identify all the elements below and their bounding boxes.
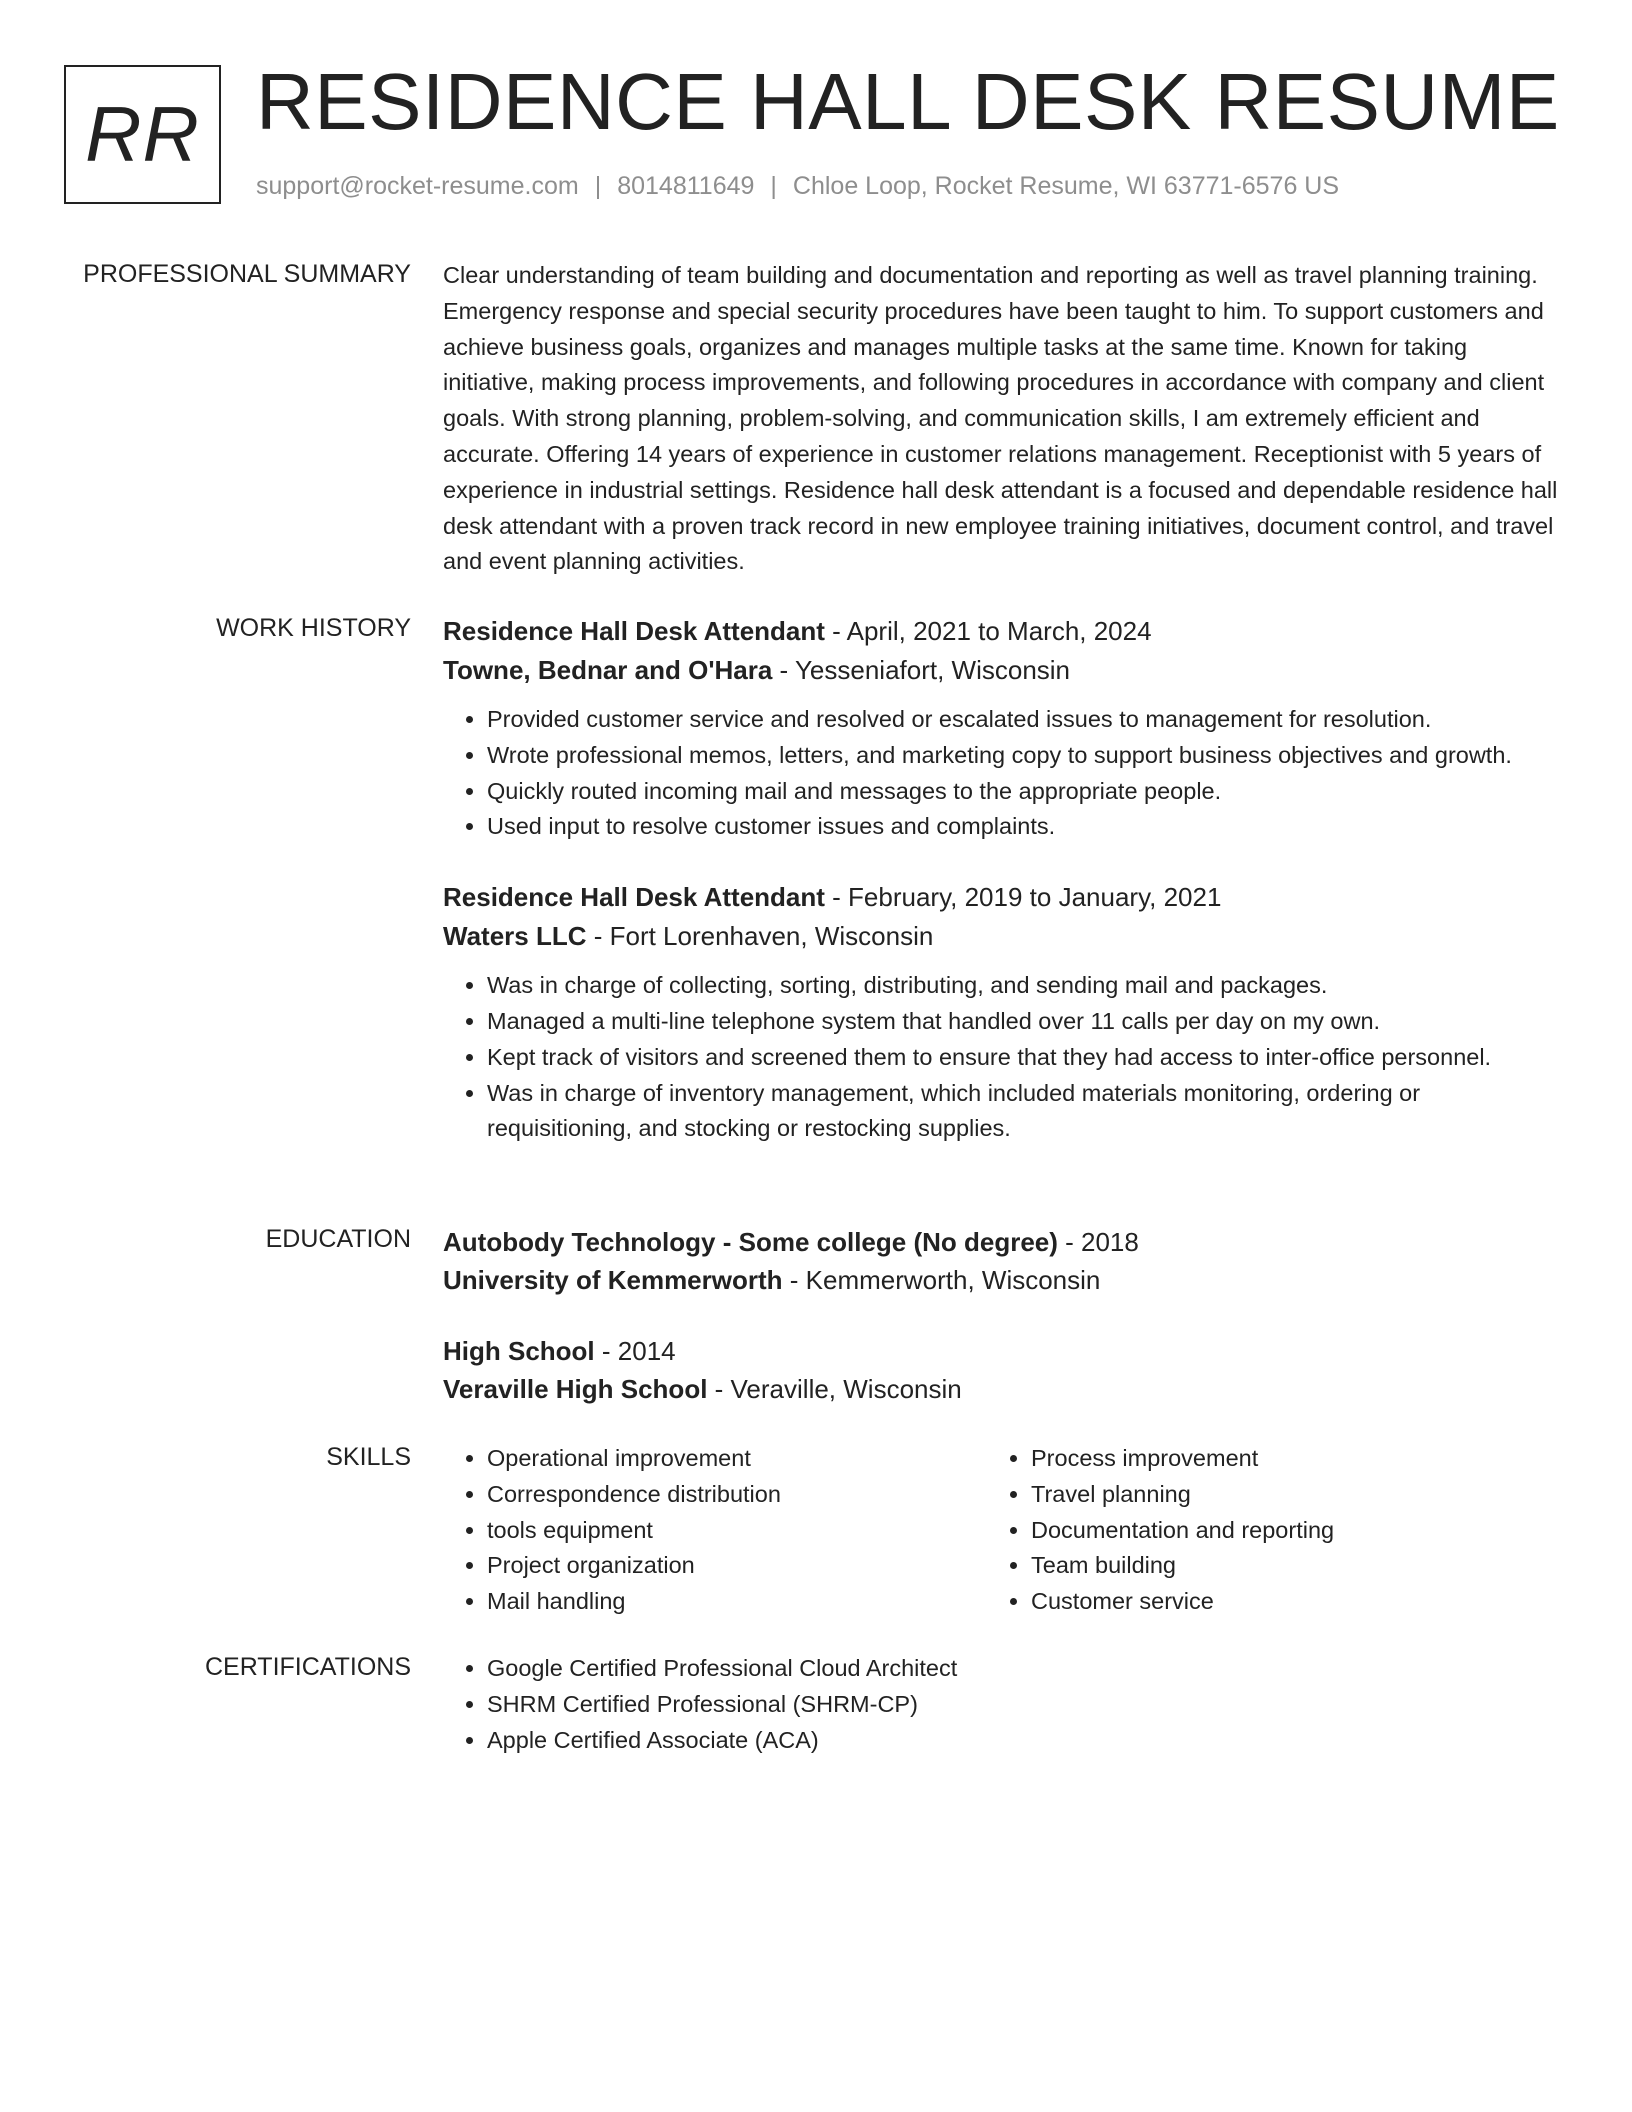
contact-separator: | (770, 172, 777, 200)
list-item: • Google Certified Professional Cloud Architect (487, 1651, 1487, 1687)
list-item: • Used input to resolve customer issues and complaints. (487, 809, 1563, 845)
summary-label: PROFESSIONAL SUMMARY (83, 260, 411, 288)
job-company-line (443, 651, 1563, 690)
skills-label: SKILLS (326, 1443, 411, 1471)
job-title-line (443, 878, 1563, 917)
edu-degree: High School (443, 1336, 595, 1366)
job-company: Towne, Bednar and O'Hara (443, 655, 773, 685)
list-item: • Correspondence distribution (487, 1477, 987, 1513)
list-item: • Was in charge of inventory management, which included materials monitoring, ordering or requisitioning, and stocking or restocking supplies. (487, 1076, 1563, 1148)
edu-degree: Autobody Technology - Some college (No degree) (443, 1227, 1058, 1257)
contact-address: Chloe Loop, Rocket Resume, WI 63771-6576 US (792, 172, 1340, 200)
work-history-label: WORK HISTORY (216, 614, 411, 642)
edu-location: - Kemmerworth, Wisconsin (782, 1265, 1101, 1295)
job-location: - Fort Lorenhaven, Wisconsin (586, 921, 934, 952)
edu-school: University of Kemmerworth (443, 1265, 783, 1295)
edu-location: - Veraville, Wisconsin (707, 1374, 962, 1404)
job-title-line (443, 612, 1563, 651)
job-bullets (443, 968, 1563, 1147)
job-bullets (443, 702, 1563, 845)
list-item: • Customer service (1031, 1584, 1531, 1620)
job-entry (443, 612, 1563, 845)
job-company: Waters LLC (443, 921, 587, 952)
contact-line (256, 172, 1339, 201)
list-item: • Project organization (487, 1548, 987, 1584)
contact-email[interactable]: support@rocket-resume.com (256, 172, 579, 200)
education-entry (443, 1223, 1563, 1299)
edu-degree-line (443, 1332, 1563, 1370)
list-item: • Mail handling (487, 1584, 987, 1620)
list-item: • Documentation and reporting (1031, 1513, 1531, 1549)
skills-list-right (987, 1441, 1531, 1620)
list-item: • Kept track of visitors and screened them to ensure that they had access to inter-office personnel. (487, 1040, 1563, 1076)
list-item: • Wrote professional memos, letters, and marketing copy to support business objectives and growth. (487, 738, 1563, 774)
list-item: • tools equipment (487, 1513, 987, 1549)
list-item: • Provided customer service and resolved or escalated issues to management for resolution. (487, 702, 1563, 738)
edu-school-line (443, 1261, 1563, 1299)
job-location: - Yesseniafort, Wisconsin (772, 655, 1071, 685)
list-item: • Process improvement (1031, 1441, 1531, 1477)
contact-phone[interactable]: 8014811649 (617, 172, 755, 200)
skills-columns (443, 1441, 1563, 1620)
list-item: • SHRM Certified Professional (SHRM-CP) (487, 1687, 1487, 1723)
edu-school-line (443, 1370, 1563, 1408)
certifications-list (443, 1651, 1487, 1758)
list-item: • Team building (1031, 1548, 1531, 1584)
list-item: • Travel planning (1031, 1477, 1531, 1513)
edu-year: - 2014 (594, 1336, 676, 1366)
education-entry (443, 1332, 1563, 1408)
job-entry (443, 878, 1563, 1147)
list-item: • Operational improvement (487, 1441, 987, 1477)
edu-year: - 2018 (1057, 1227, 1139, 1257)
job-dates: - February, 2019 to January, 2021 (824, 882, 1222, 913)
contact-separator: | (594, 172, 602, 200)
certifications-label: CERTIFICATIONS (204, 1653, 411, 1681)
list-item: • Quickly routed incoming mail and messages to the appropriate people. (487, 774, 1563, 810)
list-item: • Was in charge of collecting, sorting, distributing, and sending mail and packages. (487, 968, 1563, 1004)
education-label: EDUCATION (265, 1225, 411, 1253)
edu-degree-line (443, 1223, 1563, 1261)
resume-title: RESIDENCE HALL DESK RESUME (256, 57, 1560, 146)
job-title: Residence Hall Desk Attendant (443, 882, 825, 913)
list-item: • Managed a multi-line telephone system that handled over 11 calls per day on my own. (487, 1004, 1563, 1040)
monogram-logo: RR (64, 65, 221, 204)
edu-school: Veraville High School (443, 1374, 708, 1404)
list-item: • Apple Certified Associate (ACA) (487, 1723, 1487, 1759)
skills-list-left (443, 1441, 987, 1620)
summary-text: Clear understanding of team building and documentation and reporting as well as travel planning training. Emergency response and special security procedures have been taught to him. To support customers and achieve business goals, organizes and manages multiple tasks at the same time. Known for taking initiative, making process improvements, and following procedures in accordance with company and client goals. With strong planning, problem-solving, and communication skills, I am extremely efficient and accurate. Offering 14 years of experience in customer relations management. Receptionist with 5 years of experience in industrial settings. Residence hall desk attendant is a focused and dependable residence hall desk attendant with a proven track record in new employee training initiatives, document control, and travel and event planning activities. (443, 262, 1558, 575)
job-dates: - April, 2021 to March, 2024 (824, 616, 1152, 646)
job-title: Residence Hall Desk Attendant (443, 616, 825, 646)
job-company-line (443, 917, 1563, 956)
